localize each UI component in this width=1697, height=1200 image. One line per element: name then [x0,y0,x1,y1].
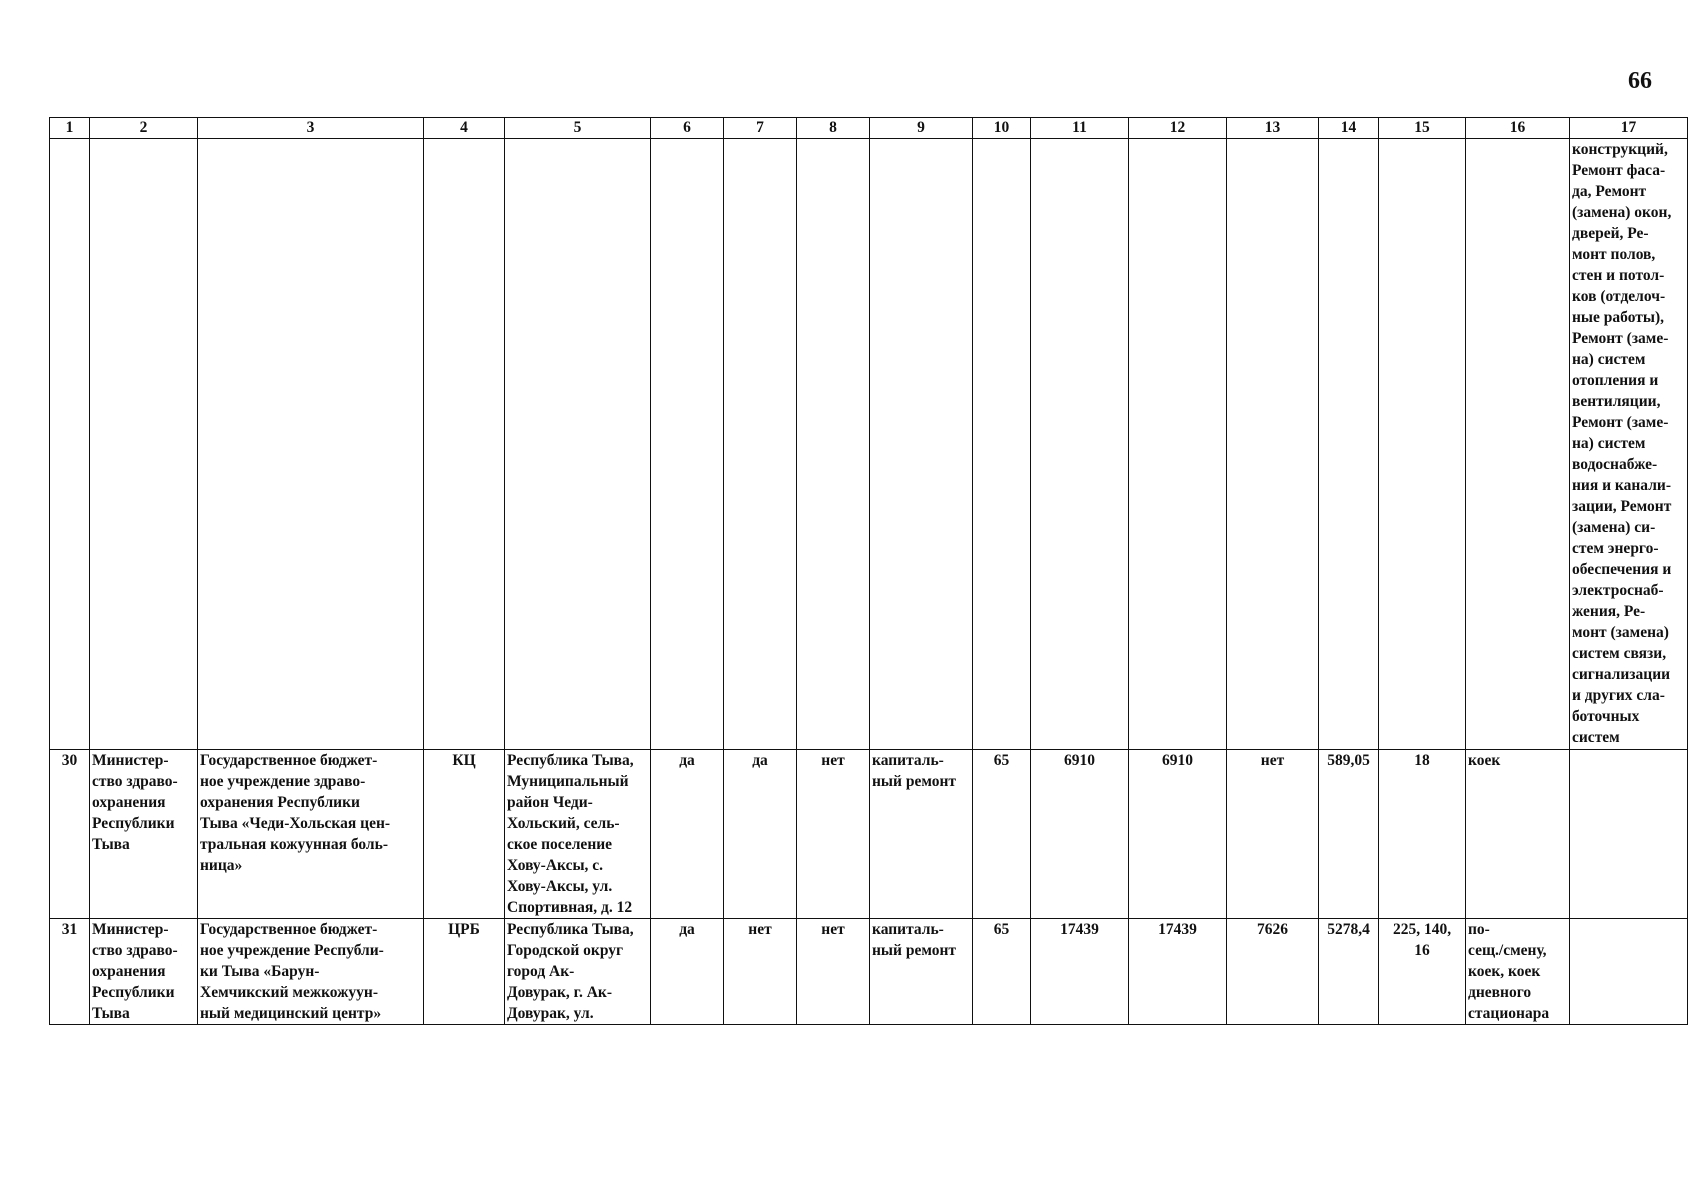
table-cell: нет [797,919,870,1025]
table-cell: да [724,750,797,919]
table-cell: нет [797,750,870,919]
work-type-cell: капиталь- ный ремонт [870,919,973,1025]
institution-type-cell: ЦРБ [424,919,505,1025]
column-header: 9 [870,118,973,139]
table-cell [1031,139,1129,750]
column-header: 2 [90,118,198,139]
capacity-cell: 18 [1379,750,1466,919]
table-cell: 6910 [1129,750,1227,919]
column-header: 13 [1227,118,1319,139]
column-header: 17 [1570,118,1688,139]
table-cell [198,139,424,750]
table-row [50,919,1688,1025]
column-header: 16 [1466,118,1570,139]
table-cell: 17439 [1129,919,1227,1025]
address-cell: Республика Тыва, Городской округ город Ак- Довурак, г. Ак- Довурак, ул. [505,919,651,1025]
table-cell: 7626 [1227,919,1319,1025]
table-cell: нет [1227,750,1319,919]
table-cell: 65 [973,919,1031,1025]
institution-type-cell: КЦ [424,750,505,919]
row-number-cell: 31 [50,919,90,1025]
table-cell: 5278,4 [1319,919,1379,1025]
table-cell: 65 [973,750,1031,919]
table-row-continuation [50,139,1688,750]
table-cell [424,139,505,750]
column-header: 12 [1129,118,1227,139]
institution-name-cell: Государственное бюджет- ное учреждение Республи- ки Тыва «Барун- Хемчикский межкожуун- ный медицинский центр» [198,919,424,1025]
institution-name-cell: Государственное бюджет- ное учреждение здраво- охранения Республики Тыва «Чеди-Хольская цен- тральная кожуунная боль- ница» [198,750,424,919]
column-header: 8 [797,118,870,139]
address-cell: Республика Тыва, Муниципальный район Чеди- Хольский, сель- ское поселение Хову-Аксы, с. Хову-Аксы, ул. Спортивная, д. 12 [505,750,651,919]
page-number: 66 [1628,68,1652,94]
repair-works-cell [1570,919,1688,1025]
repair-works-cell: конструкций, Ремонт фаса- да, Ремонт (замена) окон, дверей, Ре- монт полов, стен и потол- ков (отделоч- ные работы), Ремонт (заме- на) систем отопления и вентиляции, Ремонт (заме- на) систем водоснабже- ния и канали- зации, Ремонт (замена) си- стем энерго- обеспечения и электроснаб- жения, Ре- монт (замена) систем связи, сигнализации и других сла- боточных систем [1570,139,1688,750]
column-header: 5 [505,118,651,139]
column-header: 15 [1379,118,1466,139]
table-cell: да [651,919,724,1025]
table-cell [724,139,797,750]
authority-cell: Министер- ство здраво- охранения Республики Тыва [90,750,198,919]
repair-objects-table [49,117,1688,1025]
column-header: 1 [50,118,90,139]
table-cell [870,139,973,750]
column-header: 11 [1031,118,1129,139]
table-cell [1129,139,1227,750]
repair-works-cell [1570,750,1688,919]
table-cell: нет [724,919,797,1025]
table-cell [1319,139,1379,750]
table-cell [1466,139,1570,750]
capacity-unit-cell: по- сещ./смену, коек, коек дневного стационара [1466,919,1570,1025]
column-number-row [50,118,1688,139]
table-cell [651,139,724,750]
table-row [50,750,1688,919]
column-header: 3 [198,118,424,139]
table-cell: да [651,750,724,919]
table-cell [797,139,870,750]
capacity-unit-cell: коек [1466,750,1570,919]
column-header: 14 [1319,118,1379,139]
table-cell [505,139,651,750]
column-header: 10 [973,118,1031,139]
table-cell [1379,139,1466,750]
work-type-cell: капиталь- ный ремонт [870,750,973,919]
column-header: 6 [651,118,724,139]
capacity-cell: 225, 140, 16 [1379,919,1466,1025]
table-cell [90,139,198,750]
table-cell: 17439 [1031,919,1129,1025]
table-cell [50,139,90,750]
table-cell: 6910 [1031,750,1129,919]
row-number-cell: 30 [50,750,90,919]
column-header: 4 [424,118,505,139]
authority-cell: Министер- ство здраво- охранения Республики Тыва [90,919,198,1025]
table-cell [973,139,1031,750]
table-cell: 589,05 [1319,750,1379,919]
table-cell [1227,139,1319,750]
column-header: 7 [724,118,797,139]
